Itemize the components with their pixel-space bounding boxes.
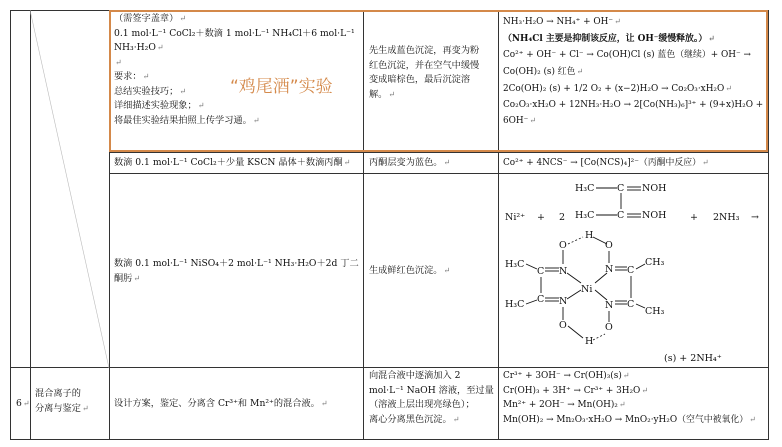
atom-label: C	[617, 210, 625, 221]
atom-label: N	[605, 300, 614, 311]
atom-label: C	[627, 265, 635, 276]
atom-label: CH₃	[645, 257, 665, 268]
eq-ni-ion: Ni²⁺	[505, 212, 526, 223]
atom-label: O	[605, 322, 613, 333]
atom-label: O	[605, 240, 613, 251]
atom-label: H	[585, 336, 594, 347]
eq-product-tail: (s) + 2NH₄⁺	[664, 353, 722, 364]
atom-label: H₃C	[505, 299, 525, 310]
atom-label: H₃C	[575, 183, 595, 194]
grid-line	[109, 152, 769, 153]
row2-procedure: 数滴 0.1 mol·L⁻¹ CoCl₂＋少量 KSCN 晶体＋数滴丙酮↵	[114, 157, 351, 168]
atom-label: N	[605, 264, 614, 275]
atom-label: H₃C	[575, 210, 595, 221]
atom-label: CH₃	[645, 306, 665, 317]
eq-plus-1: +	[537, 212, 545, 223]
row2-equation: Co²⁺ + 4NCS⁻ → [Co(NCS)₄]²⁻（丙酮中反应）↵	[503, 158, 709, 168]
atom-label: H₃C	[505, 259, 525, 270]
row1-procedure: （需签字盖章）↵ 0.1 mol·L⁻¹ CoCl₂＋数滴 1 mol·L⁻¹ NH₄Cl＋6 mol·L⁻¹ NH₃·H₂O↵ ↵ 要求：↵ 总结实验技巧；↵ 详细描述实验现象；↵ 将最佳实验结果拍照上传学习通。↵	[114, 13, 355, 126]
atom-label: O	[559, 240, 567, 251]
row4-equations: Cr³⁺ + 3OH⁻ → Cr(OH)₃(s)↵ Cr(OH)₃ + 3H⁺ → Cr³⁺ + 3H₂O↵ Mn²⁺ + 2OH⁻ → Mn(OH)₂↵ Mn(OH)₂ → Mn₂O₃·xH₂O → MnO₂·yH₂O（空气中被氧化）↵	[503, 371, 756, 425]
atom-label: NOH	[642, 210, 667, 221]
row4-title: 混合离子的 分离与鉴定↵	[35, 388, 89, 414]
grid-line	[10, 367, 769, 368]
atom-label: N	[559, 266, 568, 277]
grid-line	[768, 10, 769, 439]
atom-label: NOH	[642, 183, 667, 194]
atom-label: O	[559, 320, 567, 331]
row1-phenomenon: 先生成蓝色沉淀，再变为粉 红色沉淀，并在空气中缓慢 变成暗棕色，最后沉淀溶 解。↵	[369, 45, 480, 100]
eq-plus-2: +	[690, 212, 698, 223]
atom-label: C	[617, 183, 625, 194]
atom-label: H	[585, 230, 594, 241]
atom-label: Ni	[581, 284, 593, 295]
atom-label: C	[627, 299, 635, 310]
empty-cell-marker	[30, 10, 109, 368]
atom-label: C	[537, 266, 545, 277]
eq-coefficient: 2	[559, 212, 566, 223]
row3-phenomenon: 生成鲜红色沉淀。↵	[369, 265, 451, 276]
row1-equations: NH₃·H₂O → NH₄⁺ + OH⁻↵ （NH₄Cl 主要是抑制该反应，让 OH⁻缓慢释放。）↵ Co²⁺ + OH⁻ + Cl⁻ → Co(OH)Cl (s) 蓝色（继续）+ OH⁻ → Co(OH)₂ (s) 红色↵ 2Co(OH)₂ (s) + 1/2 O₂ + (x−2)H₂O → Co₂O₃·xH₂O↵ Co₂O₃·xH₂O + 12NH₃·H₂O → 2[Co(NH₃)₆]³⁺ + (9+x)H₂O + 6OH⁻↵	[503, 17, 764, 127]
nickel-dimethylglyoxime-equation	[499, 174, 767, 367]
highlight-box	[109, 10, 768, 152]
eq-arrow: →	[751, 212, 759, 223]
cocktail-experiment-title: “鸡尾酒”实验	[230, 77, 333, 97]
row3-procedure: 数滴 0.1 mol·L⁻¹ NiSO₄＋2 mol·L⁻¹ NH₃·H₂O＋2d 丁二 酮肟↵	[114, 258, 359, 284]
row4-phenomenon: 向混合液中逐滴加入 2 mol·L⁻¹ NaOH 溶液，至过量 （溶液上层出现亮绿色）； 离心分离黑色沉淀。↵	[369, 370, 494, 425]
atom-label: C	[537, 294, 545, 305]
atom-label: N	[559, 296, 568, 307]
row4-procedure: 设计方案，鉴定、分离含 Cr³⁺和 Mn²⁺的混合液。↵	[114, 398, 328, 409]
eq-ammonia: 2NH₃	[713, 212, 740, 223]
row4-index: 6↵	[16, 398, 30, 409]
grid-line	[10, 439, 769, 440]
row2-phenomenon: 丙酮层变为蓝色。↵	[369, 157, 451, 168]
grid-line	[10, 10, 11, 439]
